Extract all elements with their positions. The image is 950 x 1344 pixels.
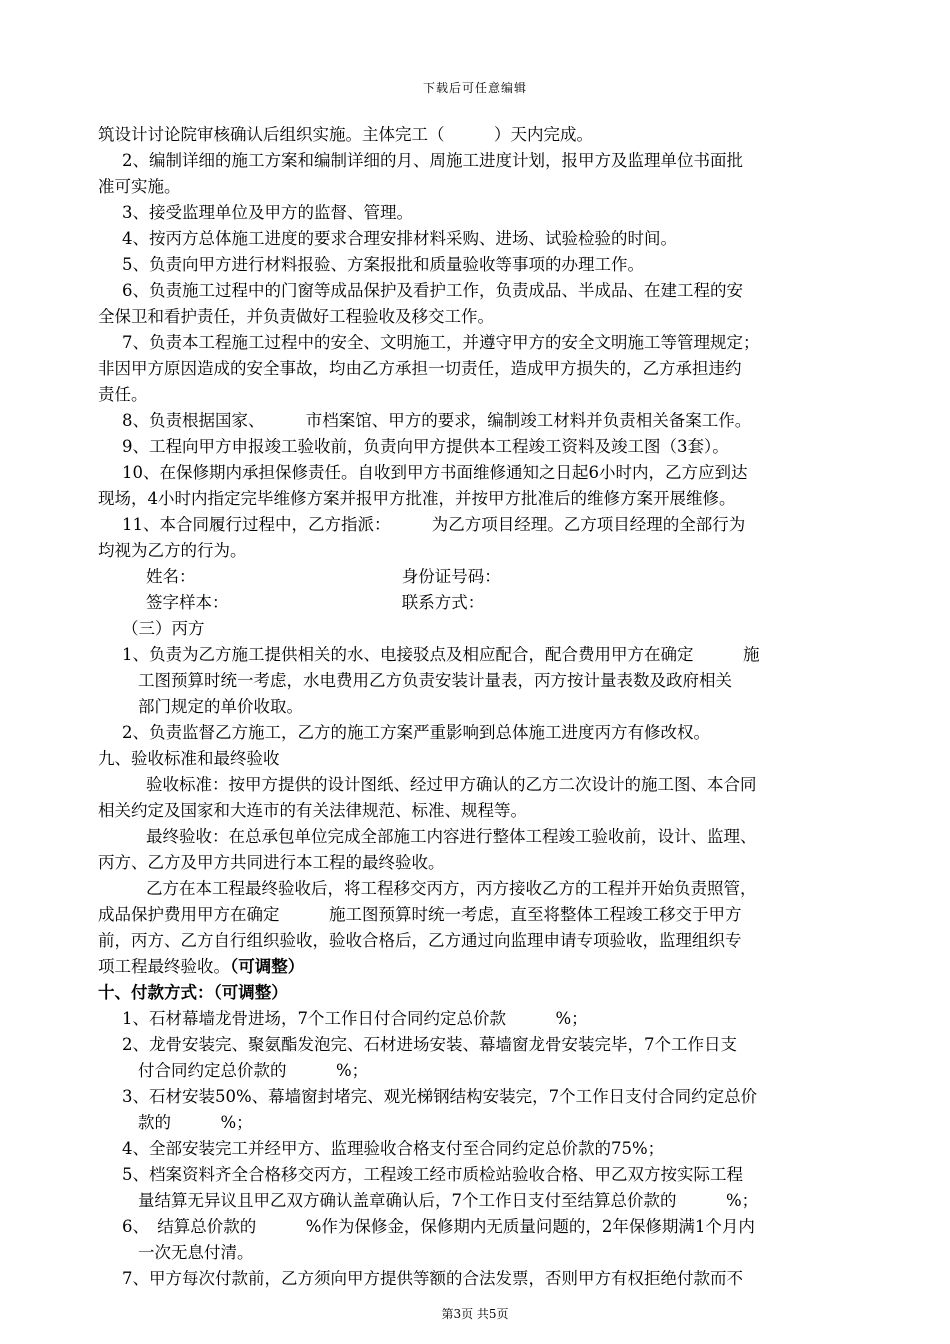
text-line: 1、石材幕墙龙骨进场，7个工作日付合同约定总价款 %；	[122, 1009, 588, 1028]
text-line: 6、 结算总价款的 %作为保修金，保修期内无质量问题的，2年保修期满1个月内	[122, 1217, 755, 1236]
text-line	[98, 954, 862, 980]
text-line: 工图预算时统一考虑，水电费用乙方负责安装计量表，丙方按计量表数及政府相关	[138, 671, 732, 690]
text-line: 一次无息付清。	[138, 1243, 254, 1262]
text-line: 4、全部安装完工并经甲方、监理验收合格支付至合同约定总价款的75%；	[122, 1139, 665, 1158]
text-line: 1、负责为乙方施工提供相关的水、电接驳点及相应配合，配合费用甲方在确定 施	[122, 645, 760, 664]
section-heading: 九、验收标准和最终验收	[98, 749, 280, 768]
text-line: 3、接受监理单位及甲方的监督、管理。	[122, 203, 413, 222]
text-line: 7、甲方每次付款前，乙方须向甲方提供等额的合法发票，否则甲方有权拒绝付款而不	[122, 1269, 743, 1288]
text-line: 部门规定的单价收取。	[138, 697, 303, 716]
text-line: 非因甲方原因造成的安全事故，均由乙方承担一切责任，造成甲方损失的，乙方承担违约	[98, 359, 742, 378]
text-run: 项工程最终验收。	[98, 957, 230, 976]
page-footer: 第3页 共5页	[441, 1307, 509, 1321]
text-line: 2、编制详细的施工方案和编制详细的月、周施工进度计划，报甲方及监理单位书面批	[122, 151, 743, 170]
text-line: 5、档案资料齐全合格移交丙方，工程竣工经市质检站验收合格、甲乙双方按实际工程	[122, 1165, 743, 1184]
text-line: 现场，4小时内指定完毕维修方案并报甲方批准，并按甲方批准后的维修方案开展维修。	[98, 489, 736, 508]
text-line: 8、负责根据国家、 市档案馆、甲方的要求，编制竣工材料并负责相关备案工作。	[122, 411, 752, 430]
page-header: 下载后可任意编辑	[422, 81, 527, 95]
adjustable-note: （可调整）	[230, 957, 305, 976]
text-line: 丙方、乙方及甲方共同进行本工程的最终验收。	[98, 853, 445, 872]
text-line: 10、在保修期内承担保修责任。自收到甲方书面维修通知之日起6小时内，乙方应到达	[122, 463, 748, 482]
text-line: 量结算无异议且甲乙双方确认盖章确认后，7个工作日支付至结算总价款的 %；	[138, 1191, 759, 1210]
text-line: 6、负责施工过程中的门窗等成品保护及看护工作，负责成品、半成品、在建工程的安	[122, 281, 743, 300]
text-line: 准可实施。	[98, 177, 181, 196]
text-line: 付合同约定总价款的 %；	[138, 1061, 369, 1080]
text-line: 乙方在本工程最终验收后，将工程移交丙方，丙方接收乙方的工程并开始负责照管，	[146, 879, 757, 898]
text-line: 4、按丙方总体施工进度的要求合理安排材料采购、进场、试验检验的时间。	[122, 229, 677, 248]
text-line: （三）丙方	[122, 619, 205, 638]
text-line: 前，丙方、乙方自行组织验收，验收合格后，乙方通过向监理申请专项验收，监理组织专	[98, 931, 742, 950]
text-line: 11、本合同履行过程中，乙方指派： 为乙方项目经理。乙方项目经理的全部行为	[122, 515, 746, 534]
text-line: 筑设计讨论院审核确认后组织实施。主体完工（ ）天内完成。	[98, 125, 593, 144]
text-line: 5、负责向甲方进行材料报验、方案报批和质量验收等事项的办理工作。	[122, 255, 644, 274]
text-line: 7、负责本工程施工过程中的安全、文明施工，并遵守甲方的安全文明施工等管理规定；	[122, 333, 760, 352]
text-line: 责任。	[98, 385, 148, 404]
text-line: 3、石材安装50%、幕墙窗封堵完、观光梯钢结构安装完，7个工作日支付合同约定总价	[122, 1087, 758, 1106]
document-body	[98, 122, 862, 1292]
text-line: 相关约定及国家和大连市的有关法律规范、标准、规程等。	[98, 801, 527, 820]
text-line: 全保卫和看护责任，并负责做好工程验收及移交工作。	[98, 307, 494, 326]
text-line: 9、工程向甲方申报竣工验收前，负责向甲方提供本工程竣工资料及竣工图（3套）。	[122, 437, 729, 456]
text-line: 签字样本： 联系方式：	[146, 593, 485, 612]
section-heading: 十、付款方式：（可调整）	[98, 983, 288, 1002]
text-line: 款的 %；	[138, 1113, 253, 1132]
text-line: 成品保护费用甲方在确定 施工图预算时统一考虑，直至将整体工程竣工移交于甲方	[98, 905, 742, 924]
text-line: 最终验收：在总承包单位完成全部施工内容进行整体工程竣工验收前，设计、监理、	[146, 827, 757, 846]
text-line: 验收标准：按甲方提供的设计图纸、经过甲方确认的乙方二次设计的施工图、本合同	[146, 775, 757, 794]
text-line: 2、负责监督乙方施工，乙方的施工方案严重影响到总体施工进度丙方有修改权。	[122, 723, 710, 742]
text-line: 均视为乙方的行为。	[98, 541, 247, 560]
text-line: 姓名： 身份证号码：	[146, 567, 501, 586]
text-line: 2、龙骨安装完、聚氨酯发泡完、石材进场安装、幕墙窗龙骨安装完毕，7个工作日支	[122, 1035, 737, 1054]
